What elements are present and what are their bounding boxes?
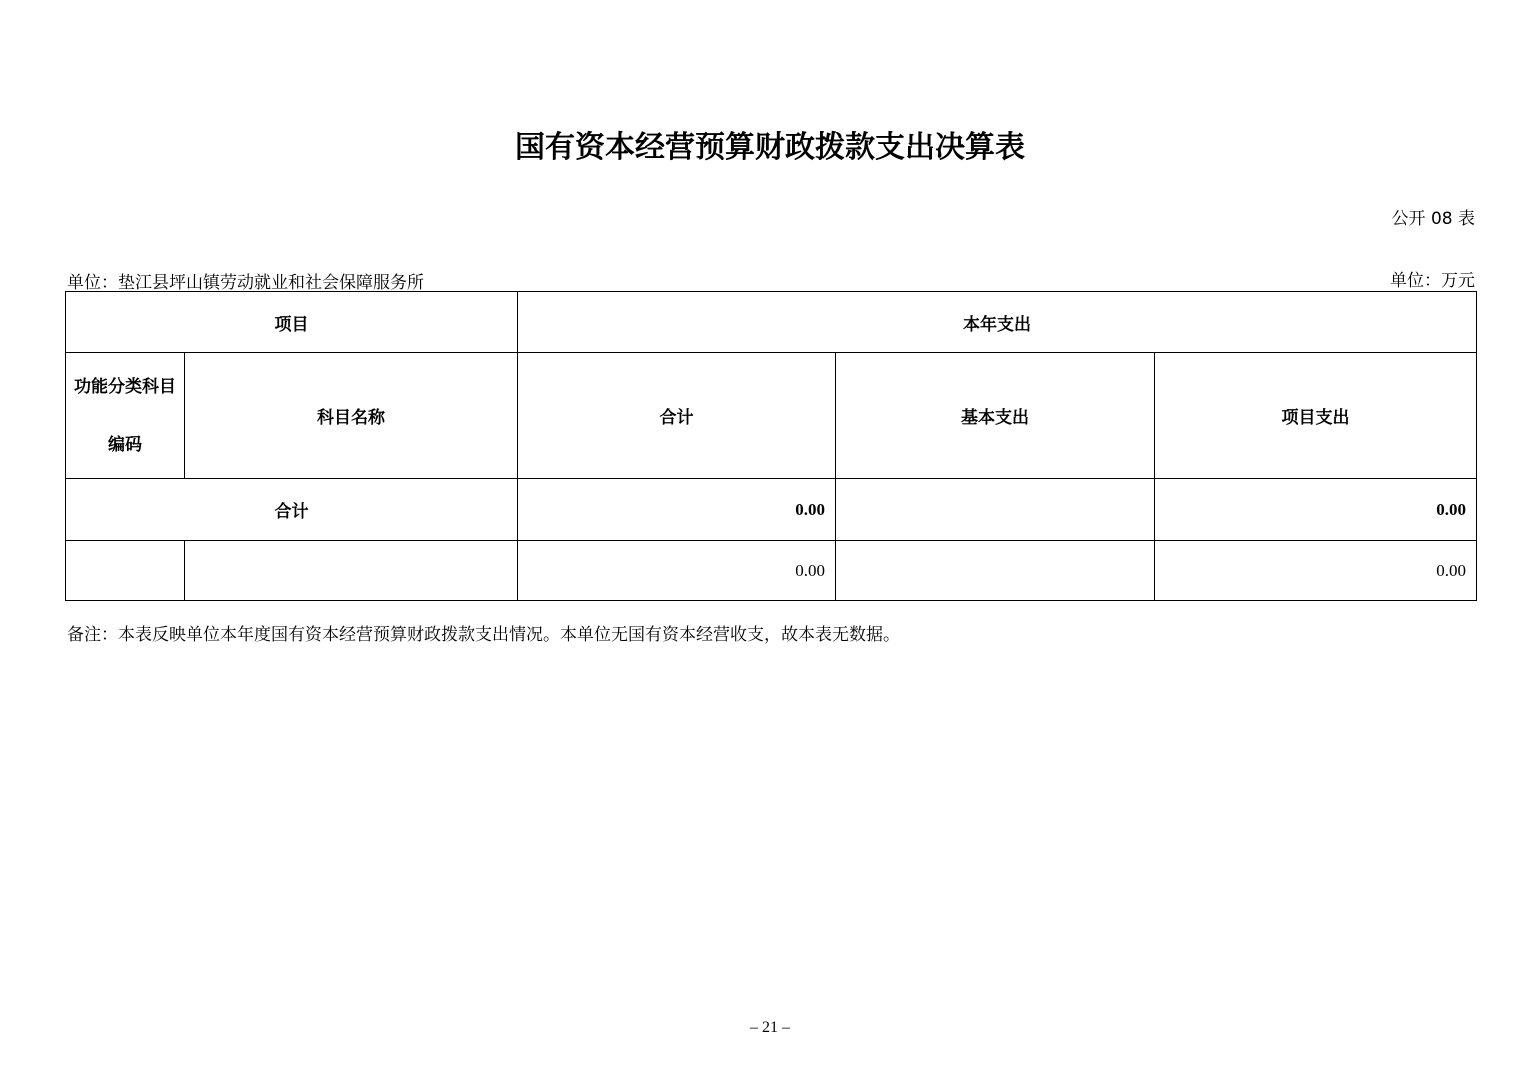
header-function-code-line2: 编码 (108, 434, 142, 455)
budget-table (65, 291, 1477, 601)
form-number: 公开 08 表 (1391, 209, 1475, 229)
unit-organization: 单位：垫江县坪山镇劳动就业和社会保障服务所 (67, 273, 424, 293)
header-function-code (66, 353, 185, 479)
total-row-basic (836, 479, 1155, 541)
unit-currency: 单位：万元 (1390, 271, 1475, 291)
header-current-year: 本年支出 (518, 292, 1477, 353)
table-header-row (66, 292, 1477, 353)
table-note: 备注：本表反映单位本年度国有资本经营预算财政拨款支出情况。本单位无国有资本经营收支，故本表无数据。 (67, 625, 900, 645)
header-project-expense: 项目支出 (1155, 353, 1477, 479)
header-subject-name: 科目名称 (185, 353, 518, 479)
header-item: 项目 (66, 292, 518, 353)
table-subheader-row (66, 353, 1477, 479)
header-function-code-line1: 功能分类科目 (74, 376, 176, 397)
header-total: 合计 (518, 353, 836, 479)
row-basic (836, 541, 1155, 601)
table-row (66, 541, 1477, 601)
page-title: 国有资本经营预算财政拨款支出决算表 (515, 130, 1025, 165)
row-code (66, 541, 185, 601)
row-name (185, 541, 518, 601)
total-row-total: 0.00 (518, 479, 836, 541)
total-row-project: 0.00 (1155, 479, 1477, 541)
total-row-label: 合计 (66, 479, 518, 541)
header-basic-expense: 基本支出 (836, 353, 1155, 479)
row-total: 0.00 (518, 541, 836, 601)
table-total-row (66, 479, 1477, 541)
page-number: – 21 – (750, 1019, 790, 1036)
row-project: 0.00 (1155, 541, 1477, 601)
